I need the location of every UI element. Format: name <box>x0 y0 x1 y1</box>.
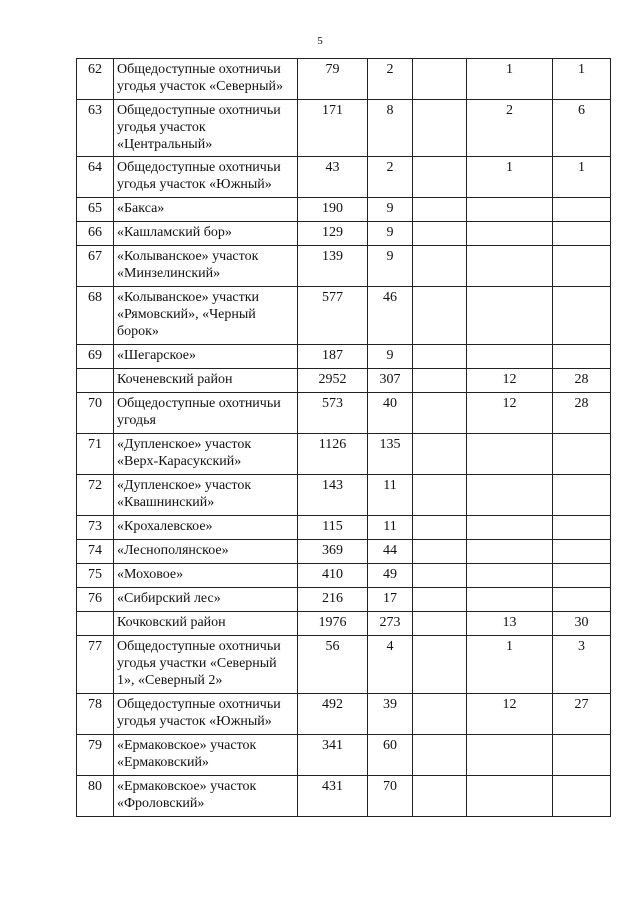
quota-b-cell: 3 <box>553 636 611 694</box>
quota-a-cell: 1 <box>467 636 553 694</box>
ground-name-cell: «Ермаковское» участок «Фроловский» <box>114 776 298 817</box>
ground-name-cell: «Крохалевское» <box>114 516 298 540</box>
row-number-cell: 73 <box>77 516 114 540</box>
empty-cell <box>413 369 467 393</box>
empty-cell <box>413 588 467 612</box>
table-row <box>77 564 611 588</box>
empty-cell <box>413 393 467 434</box>
count-cell: 70 <box>368 776 413 817</box>
table-row <box>77 516 611 540</box>
quota-a-cell <box>467 540 553 564</box>
area-cell: 1126 <box>298 434 368 475</box>
area-cell: 577 <box>298 287 368 345</box>
row-number-cell: 63 <box>77 100 114 157</box>
area-cell: 79 <box>298 59 368 100</box>
empty-cell <box>413 735 467 776</box>
row-number-cell: 76 <box>77 588 114 612</box>
table-row <box>77 735 611 776</box>
page-number: 5 <box>317 35 323 47</box>
row-number-cell: 79 <box>77 735 114 776</box>
ground-name-cell: Кочковский район <box>114 612 298 636</box>
area-cell: 2952 <box>298 369 368 393</box>
quota-b-cell <box>553 475 611 516</box>
area-cell: 573 <box>298 393 368 434</box>
quota-b-cell: 6 <box>553 100 611 157</box>
ground-name-cell: «Кашламский бор» <box>114 222 298 246</box>
ground-name-cell: «Ермаковское» участок «Ермаковский» <box>114 735 298 776</box>
quota-a-cell: 12 <box>467 694 553 735</box>
quota-b-cell: 1 <box>553 59 611 100</box>
count-cell: 44 <box>368 540 413 564</box>
quota-b-cell <box>553 246 611 287</box>
table-row <box>77 287 611 345</box>
table-row <box>77 100 611 157</box>
count-cell: 17 <box>368 588 413 612</box>
quota-b-cell <box>553 198 611 222</box>
count-cell: 39 <box>368 694 413 735</box>
quota-b-cell <box>553 434 611 475</box>
empty-cell <box>413 475 467 516</box>
empty-cell <box>413 345 467 369</box>
ground-name-cell: «Дупленское» участок «Верх-Карасукский» <box>114 434 298 475</box>
count-cell: 9 <box>368 246 413 287</box>
empty-cell <box>413 59 467 100</box>
count-cell: 2 <box>368 59 413 100</box>
area-cell: 143 <box>298 475 368 516</box>
empty-cell <box>413 776 467 817</box>
quota-a-cell <box>467 516 553 540</box>
ground-name-cell: «Бакса» <box>114 198 298 222</box>
quota-a-cell: 12 <box>467 369 553 393</box>
empty-cell <box>413 157 467 198</box>
quota-a-cell <box>467 564 553 588</box>
ground-name-cell: Общедоступные охотничьи угодья участок «Южный» <box>114 157 298 198</box>
count-cell: 307 <box>368 369 413 393</box>
count-cell: 8 <box>368 100 413 157</box>
count-cell: 60 <box>368 735 413 776</box>
count-cell: 9 <box>368 222 413 246</box>
row-number-cell: 72 <box>77 475 114 516</box>
empty-cell <box>413 540 467 564</box>
ground-name-cell: «Леснополянское» <box>114 540 298 564</box>
quota-b-cell: 30 <box>553 612 611 636</box>
hunting-grounds-table <box>76 58 611 817</box>
area-cell: 492 <box>298 694 368 735</box>
area-cell: 431 <box>298 776 368 817</box>
quota-a-cell <box>467 776 553 817</box>
quota-b-cell: 28 <box>553 369 611 393</box>
quota-b-cell <box>553 588 611 612</box>
area-cell: 43 <box>298 157 368 198</box>
table-row <box>77 694 611 735</box>
count-cell: 11 <box>368 516 413 540</box>
quota-a-cell <box>467 735 553 776</box>
quota-b-cell <box>553 540 611 564</box>
table-row <box>77 776 611 817</box>
quota-a-cell <box>467 222 553 246</box>
quota-a-cell <box>467 246 553 287</box>
empty-cell <box>413 636 467 694</box>
ground-name-cell: Общедоступные охотничьи угодья участок «Центральный» <box>114 100 298 157</box>
quota-b-cell <box>553 287 611 345</box>
row-number-cell: 69 <box>77 345 114 369</box>
empty-cell <box>413 287 467 345</box>
count-cell: 135 <box>368 434 413 475</box>
empty-cell <box>413 516 467 540</box>
empty-cell <box>413 434 467 475</box>
count-cell: 273 <box>368 612 413 636</box>
table-row <box>77 59 611 100</box>
area-cell: 369 <box>298 540 368 564</box>
ground-name-cell: «Сибирский лес» <box>114 588 298 612</box>
quota-a-cell: 1 <box>467 59 553 100</box>
count-cell: 40 <box>368 393 413 434</box>
ground-name-cell: «Колыванское» участки «Рямовский», «Черный борок» <box>114 287 298 345</box>
quota-b-cell: 28 <box>553 393 611 434</box>
quota-a-cell <box>467 475 553 516</box>
area-cell: 341 <box>298 735 368 776</box>
quota-a-cell: 13 <box>467 612 553 636</box>
empty-cell <box>413 564 467 588</box>
count-cell: 9 <box>368 345 413 369</box>
quota-a-cell <box>467 434 553 475</box>
row-number-cell: 62 <box>77 59 114 100</box>
empty-cell <box>413 198 467 222</box>
quota-b-cell: 27 <box>553 694 611 735</box>
ground-name-cell: Общедоступные охотничьи угодья <box>114 393 298 434</box>
row-number-cell: 66 <box>77 222 114 246</box>
area-cell: 410 <box>298 564 368 588</box>
table-row <box>77 393 611 434</box>
table-row <box>77 345 611 369</box>
area-cell: 216 <box>298 588 368 612</box>
row-number-cell: 67 <box>77 246 114 287</box>
table-row <box>77 636 611 694</box>
count-cell: 9 <box>368 198 413 222</box>
quota-b-cell <box>553 516 611 540</box>
row-number-cell: 78 <box>77 694 114 735</box>
ground-name-cell: «Шегарское» <box>114 345 298 369</box>
quota-a-cell: 2 <box>467 100 553 157</box>
count-cell: 49 <box>368 564 413 588</box>
row-number-cell <box>77 369 114 393</box>
quota-b-cell <box>553 735 611 776</box>
area-cell: 56 <box>298 636 368 694</box>
count-cell: 46 <box>368 287 413 345</box>
row-number-cell: 80 <box>77 776 114 817</box>
quota-b-cell <box>553 564 611 588</box>
quota-a-cell <box>467 287 553 345</box>
quota-b-cell <box>553 222 611 246</box>
area-cell: 139 <box>298 246 368 287</box>
area-cell: 129 <box>298 222 368 246</box>
quota-a-cell <box>467 588 553 612</box>
row-number-cell <box>77 612 114 636</box>
quota-b-cell <box>553 345 611 369</box>
table-row <box>77 612 611 636</box>
ground-name-cell: Общедоступные охотничьи угодья участки «Северный 1», «Северный 2» <box>114 636 298 694</box>
row-number-cell: 70 <box>77 393 114 434</box>
row-number-cell: 68 <box>77 287 114 345</box>
empty-cell <box>413 694 467 735</box>
quota-a-cell: 12 <box>467 393 553 434</box>
quota-b-cell: 1 <box>553 157 611 198</box>
count-cell: 2 <box>368 157 413 198</box>
ground-name-cell: «Колыванское» участок «Минзелинский» <box>114 246 298 287</box>
count-cell: 11 <box>368 475 413 516</box>
row-number-cell: 65 <box>77 198 114 222</box>
ground-name-cell: Коченевский район <box>114 369 298 393</box>
table-row <box>77 246 611 287</box>
row-number-cell: 75 <box>77 564 114 588</box>
count-cell: 4 <box>368 636 413 694</box>
row-number-cell: 74 <box>77 540 114 564</box>
table-row <box>77 369 611 393</box>
area-cell: 1976 <box>298 612 368 636</box>
empty-cell <box>413 246 467 287</box>
quota-a-cell: 1 <box>467 157 553 198</box>
quota-a-cell <box>467 198 553 222</box>
table-row <box>77 475 611 516</box>
ground-name-cell: Общедоступные охотничьи угодья участок «Южный» <box>114 694 298 735</box>
row-number-cell: 77 <box>77 636 114 694</box>
row-number-cell: 64 <box>77 157 114 198</box>
table-row <box>77 540 611 564</box>
empty-cell <box>413 612 467 636</box>
area-cell: 187 <box>298 345 368 369</box>
table-body <box>77 59 611 817</box>
table-row <box>77 434 611 475</box>
area-cell: 190 <box>298 198 368 222</box>
empty-cell <box>413 100 467 157</box>
table-row <box>77 198 611 222</box>
empty-cell <box>413 222 467 246</box>
area-cell: 115 <box>298 516 368 540</box>
ground-name-cell: Общедоступные охотничьи угодья участок «Северный» <box>114 59 298 100</box>
ground-name-cell: «Моховое» <box>114 564 298 588</box>
area-cell: 171 <box>298 100 368 157</box>
table-row <box>77 588 611 612</box>
quota-a-cell <box>467 345 553 369</box>
ground-name-cell: «Дупленское» участок «Квашнинский» <box>114 475 298 516</box>
row-number-cell: 71 <box>77 434 114 475</box>
quota-b-cell <box>553 776 611 817</box>
table-row <box>77 157 611 198</box>
table-row <box>77 222 611 246</box>
